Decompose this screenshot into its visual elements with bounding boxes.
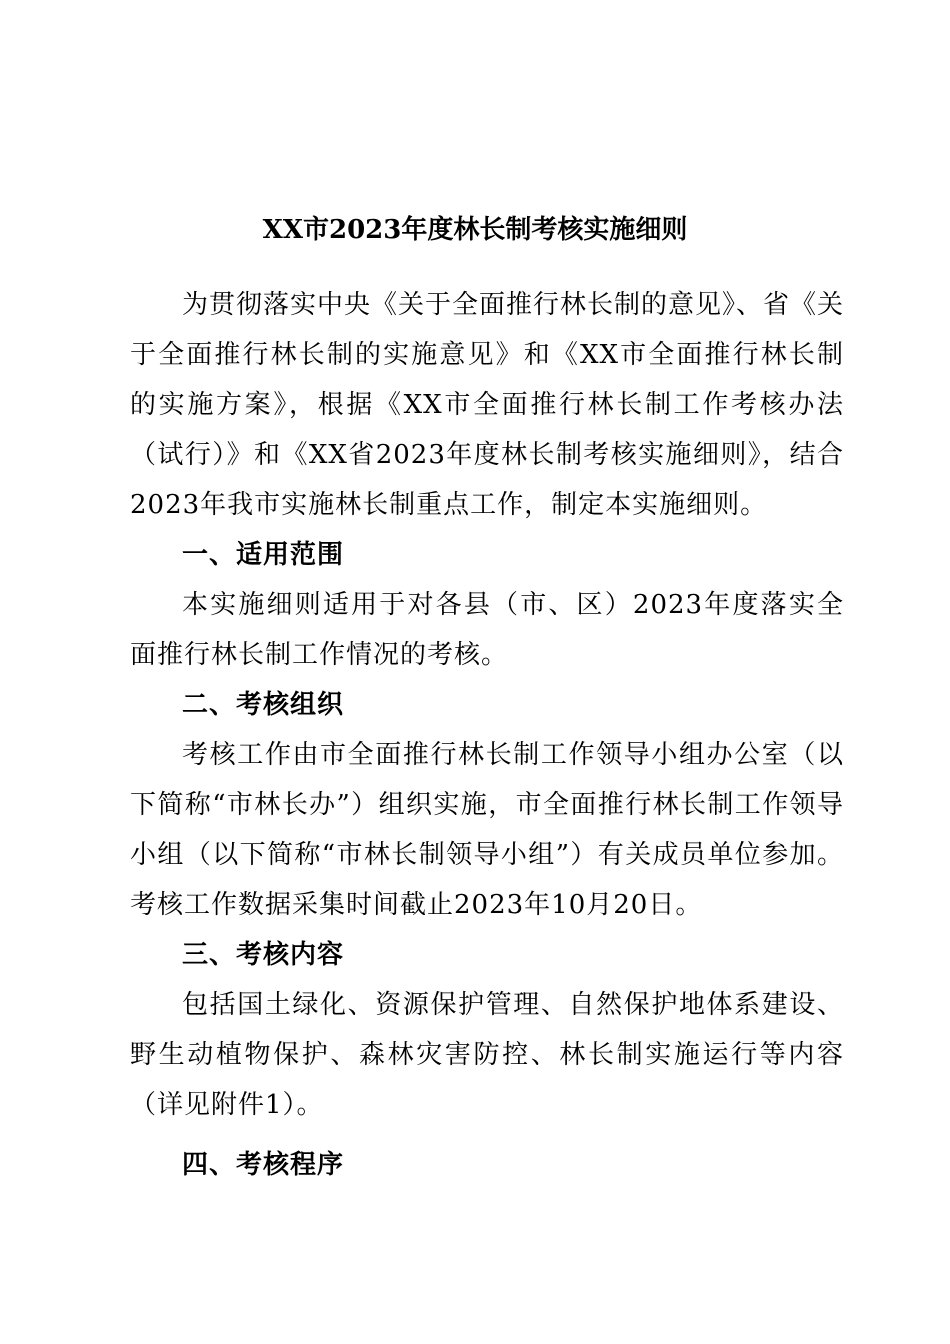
section-heading-scope: 一、适用范围 (182, 540, 345, 570)
section-heading-procedure: 四、考核程序 (182, 1150, 345, 1180)
document-body (130, 280, 844, 1190)
intro-paragraph: 为贯彻落实中央《关于全面推行林长制的意见》、省《关于全面推行林长制的实施意见》和《XX市全面推行林长制的实施方案》，根据《XX市全面推行林长制工作考核办法（试行）》和《XX省2023年度林长制考核实施细则》，结合2023年我市实施林长制重点工作，制定本实施细则。 (130, 290, 845, 520)
section-body-content: 包括国土绿化、资源保护管理、自然保护地体系建设、野生动植物保护、森林灾害防控、林长制实施运行等内容（详见附件1）。 (130, 990, 844, 1120)
document-title: XX市2023年度林长制考核实施细则 (262, 215, 688, 245)
section-body-organization: 考核工作由市全面推行林长制工作领导小组办公室（以下简称“市林长办”）组织实施，市全面推行林长制工作领导小组（以下简称“市林长制领导小组”）有关成员单位参加。考核工作数据采集时间截止2023年10月20日。 (130, 740, 844, 920)
section-heading-organization: 二、考核组织 (182, 690, 345, 720)
section-heading-content: 三、考核内容 (182, 940, 345, 970)
section-body-scope: 本实施细则适用于对各县（市、区）2023年度落实全面推行林长制工作情况的考核。 (130, 590, 844, 670)
